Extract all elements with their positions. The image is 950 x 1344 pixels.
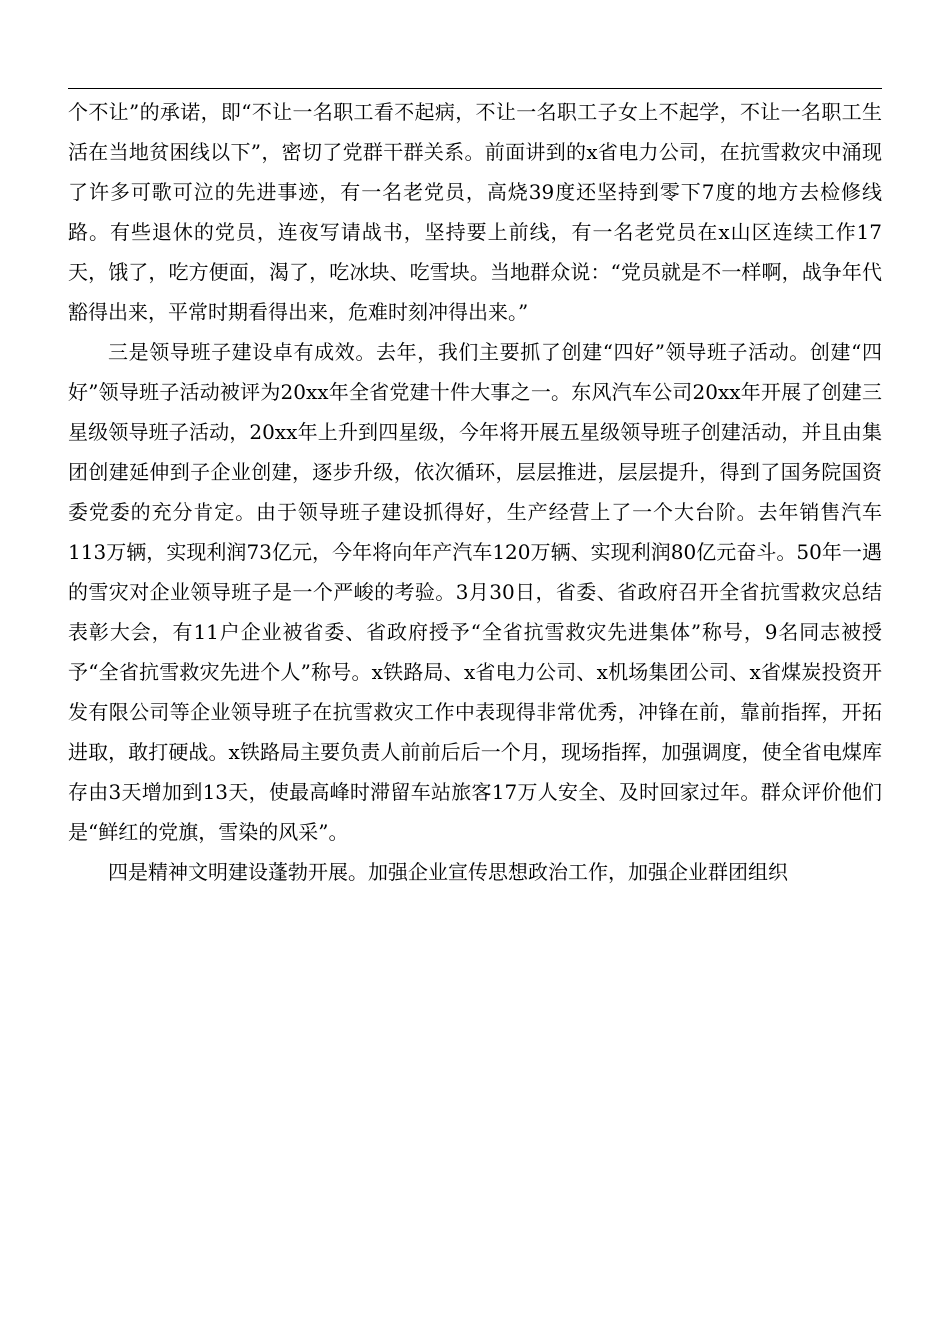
paragraph-continuation: 个不让”的承诺，即“不让一名职工看不起病，不让一名职工子女上不起学，不让一名职工生活在当地贫困线以下”，密切了党群干群关系。前面讲到的x省电力公司，在抗雪救灾中涌现了许多可歌可泣的先进事迹，有一名老党员，高烧39度还坚持到零下7度的地方去检修线路。有些退休的党员，连夜写请战书，坚持要上前线，有一名老党员在x山区连续工作17天，饿了，吃方便面，渴了，吃冰块、吃雪块。当地群众说：“党员就是不一样啊，战争年代豁得出来，平常时期看得出来，危难时刻冲得出来。” bbox=[68, 100, 882, 324]
document-body bbox=[68, 92, 882, 892]
paragraph-civilization: 四是精神文明建设蓬勃开展。加强企业宣传思想政治工作，加强企业群团组织 bbox=[108, 860, 788, 884]
header-rule bbox=[68, 88, 882, 89]
paragraph-leadership: 三是领导班子建设卓有成效。去年，我们主要抓了创建“四好”领导班子活动。创建“四好”领导班子活动被评为20xx年全省党建十件大事之一。东风汽车公司20xx年开展了创建三星级领导班子活动，20xx年上升到四星级，今年将开展五星级领导班子创建活动，并且由集团创建延伸到子企业创建，逐步升级，依次循环，层层推进，层层提升，得到了国务院国资委党委的充分肯定。由于领导班子建设抓得好，生产经营上了一个大台阶。去年销售汽车113万辆，实现利润73亿元，今年将向年产汽车120万辆、实现利润80亿元奋斗。50年一遇的雪灾对企业领导班子是一个严峻的考验。3月30日，省委、省政府召开全省抗雪救灾总结表彰大会，有11户企业被省委、省政府授予“全省抗雪救灾先进集体”称号，9名同志被授予“全省抗雪救灾先进个人”称号。x铁路局、x省电力公司、x机场集团公司、x省煤炭投资开发有限公司等企业领导班子在抗雪救灾工作中表现得非常优秀，冲锋在前，靠前指挥，开拓进取，敢打硬战。x铁路局主要负责人前前后后一个月，现场指挥，加强调度，使全省电煤库存由3天增加到13天，使最高峰时滞留车站旅客17万人安全、及时回家过年。群众评价他们是“鲜红的党旗，雪染的风采”。 bbox=[68, 340, 882, 844]
